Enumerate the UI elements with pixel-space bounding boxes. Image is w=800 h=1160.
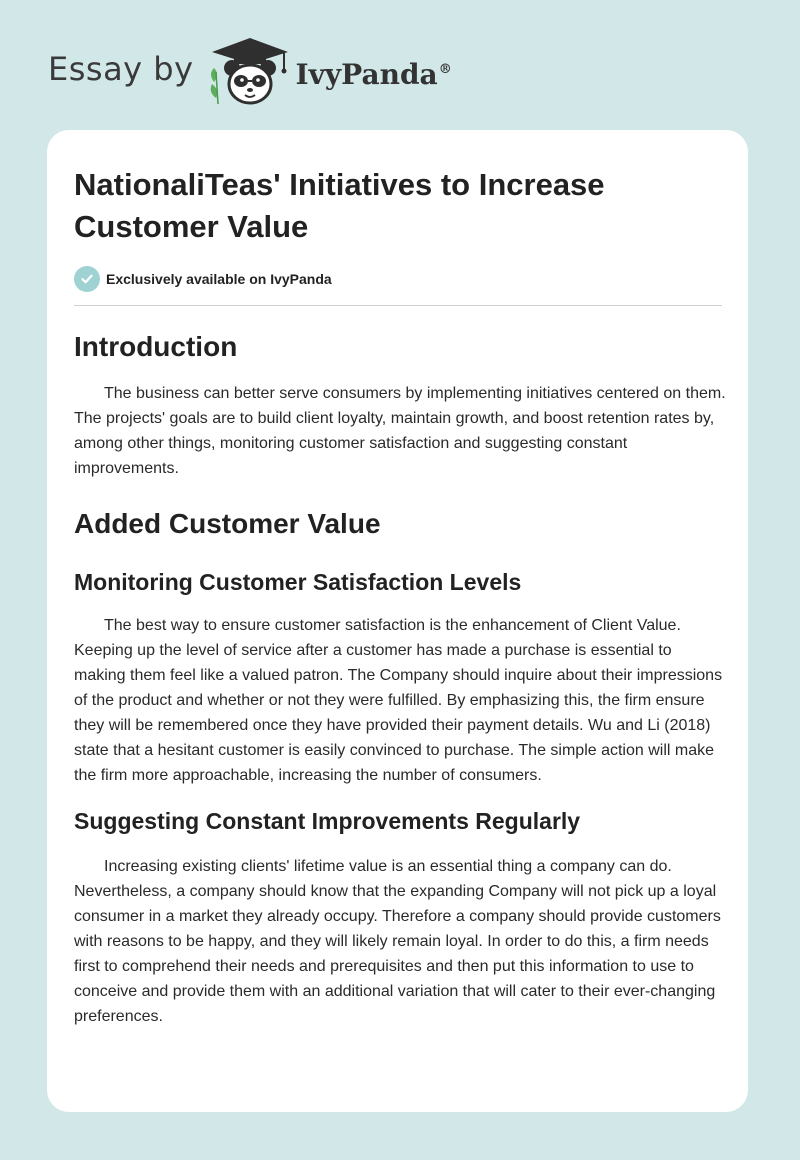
section-heading-introduction: Introduction bbox=[74, 331, 238, 362]
brand-name-text: IvyPanda bbox=[295, 57, 438, 91]
registered-mark: ® bbox=[438, 62, 452, 78]
subheading-suggesting-improvements: Suggesting Constant Improvements Regularly bbox=[74, 808, 581, 834]
paragraph-suggesting-improvements: Increasing existing clients' lifetime value is an essential thing a company can do. Nevertheless, a company should know that the expanding Company will not pick up a loyal consumer in a market they already occupy. Therefore a company should provide customers with reasons to be happy, and they will likely remain loyal. In order to do this, a firm needs first to comprehend their needs and prerequisites and then put this information to use to conceive and provide them with an additional variation that will cater to their ever-changing preferences. bbox=[74, 858, 721, 1025]
brand-prefix: Essay by bbox=[48, 50, 194, 88]
panda-graduate-logo-icon[interactable] bbox=[208, 34, 292, 110]
paragraph-monitoring-satisfaction: The best way to ensure customer satisfaction is the enhancement of Client Value. Keeping up the level of service after a customer has made a purchase is essential to making them feel like a valued patron. The Company should inquire about their impressions of the product and whether or not they were fulfilled. By emphasizing this, the firm ensure they will be remembered once they have provided their payment details. Wu and Li (2018) state that a hesitant customer is easily convinced to purchase. The simple action will make the firm more approachable, increasing the number of consumers. bbox=[74, 617, 723, 784]
section-heading-added-customer-value: Added Customer Value bbox=[74, 508, 381, 539]
page-title: NationaliTeas' Initiatives to Increase Customer Value bbox=[74, 167, 605, 244]
exclusive-badge-text: Exclusively available on IvyPanda bbox=[106, 271, 332, 287]
exclusive-badge bbox=[74, 266, 721, 292]
site-header bbox=[48, 34, 452, 110]
paragraph-introduction: The business can better serve consumers by implementing initiatives centered on them. The projects' goals are to build client loyalty, maintain growth, and boost retention rates by, among other things, monitoring customer satisfaction and suggesting constant improvements. bbox=[74, 385, 726, 477]
brand-name bbox=[296, 58, 452, 91]
check-circle-icon bbox=[74, 266, 100, 292]
subheading-monitoring-satisfaction: Monitoring Customer Satisfaction Levels bbox=[74, 569, 522, 595]
essay-card bbox=[47, 130, 748, 1112]
title-divider bbox=[74, 305, 722, 306]
